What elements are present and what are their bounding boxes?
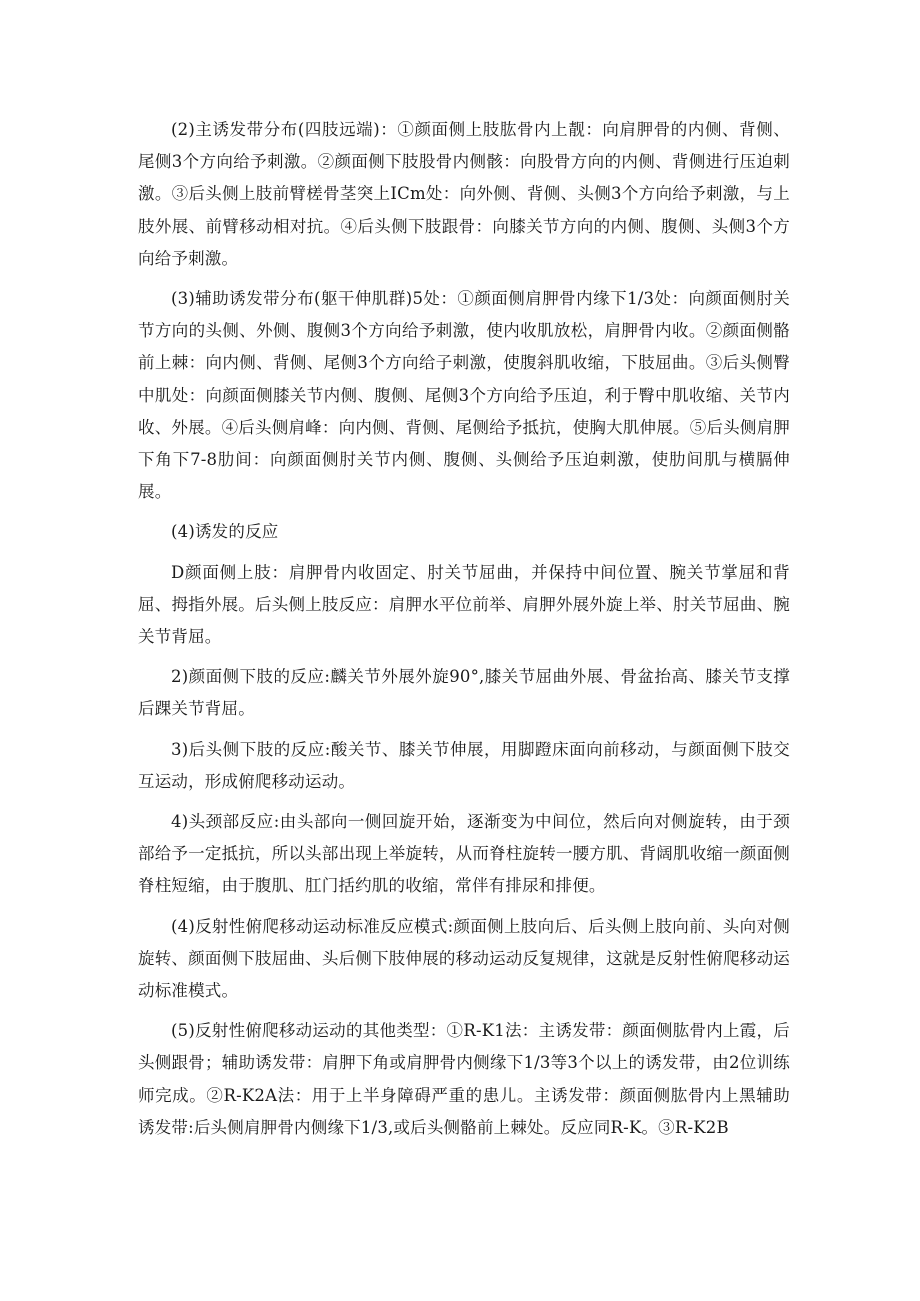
- paragraph-occiput-side-lower-limb-response: 3)后头侧下肢的反应:酸关节、膝关节伸展，用脚蹬床面向前移动，与颜面侧下肢交互运动，形成俯爬移动运动。: [138, 739, 790, 791]
- paragraph-other-types: (5)反射性俯爬移动运动的其他类型：①R-K1法：主诱发带：颜面侧肱骨内上霞，后头侧跟骨；辅助诱发带：肩胛下角或肩胛骨内侧缘下1/3等3个以上的诱发带，由2位训练师完成。②R-K2A法：用于上半身障碍严重的患儿。主诱发带：颜面侧肱骨内上黑辅助诱发带:后头侧肩胛骨内侧缘下1/3,或后头侧骼前上棘处。反应同R-K。③R-K2B: [138, 1021, 790, 1137]
- paragraph-main-trigger-zones: (2)主诱发带分布(四肢远端)：①颜面侧上肢肱骨内上靓：向肩胛骨的内侧、背侧、尾侧3个方向给予刺激。②颜面侧下肢股骨内侧骸：向股骨方向的内侧、背侧进行压迫刺激。③后头侧上肢前臂槎骨茎突上ICm处：向外侧、背侧、头侧3个方向给予刺激，与上肢外展、前臂移动相对抗。④后头侧下肢跟骨：向膝关节方向的内侧、腹侧、头侧3个方向给予刺激。: [138, 120, 790, 268]
- paragraph-head-neck-response: 4)头颈部反应:由头部向一侧回旋开始，逐渐变为中间位，然后向对侧旋转，由于颈部给予一定抵抗，所以头部出现上举旋转，从而脊柱旋转一腰方肌、背阔肌收缩一颜面侧脊柱短缩，由于腹肌、肛门括约肌的收缩，常伴有排尿和排便。: [138, 812, 790, 896]
- document-body: [138, 114, 790, 1152]
- paragraph-face-side-lower-limb-response: 2)颜面侧下肢的反应:麟关节外展外旋90°,膝关节屈曲外展、骨盆抬高、膝关节支撑后踝关节背屈。: [138, 667, 790, 719]
- paragraph-upper-limb-response: D颜面侧上肢：肩胛骨内收固定、肘关节屈曲，并保持中间位置、腕关节掌屈和背屈、拇指外展。后头侧上肢反应：肩胛水平位前举、肩胛外展外旋上举、肘关节屈曲、腕关节背屈。: [138, 562, 790, 647]
- paragraph-heading-induced-response: (4)诱发的反应: [171, 522, 279, 542]
- paragraph-standard-response-pattern: (4)反射性俯爬移动运动标准反应模式:颜面侧上肢向后、后头侧上肢向前、头向对侧旋转、颜面侧下肢屈曲、头后侧下肢伸展的移动运动反复规律，这就是反射性俯爬移动运动标准模式。: [138, 916, 790, 1001]
- paragraph-auxiliary-trigger-zones: (3)辅助诱发带分布(躯干伸肌群)5处：①颜面侧肩胛骨内缘下1/3处：向颜面侧肘关节方向的头侧、外侧、腹侧3个方向给予刺激，使内收肌放松，肩胛骨内收。②颜面侧骼前上棘：向内侧、背侧、尾侧3个方向给子刺激，使腹斜肌收缩，下肢屈曲。③后头侧臀中肌处：向颜面侧膝关节内侧、腹侧、尾侧3个方向给予压迫，利于臀中肌收缩、关节内收、外展。④后头侧肩峰：向内侧、背侧、尾侧给予抵抗，使胸大肌伸展。⑤后头侧肩胛下角下7-8肋间：向颜面侧肘关节内侧、腹侧、头侧给予压迫刺激，使肋间肌与横膈伸展。: [138, 289, 790, 502]
